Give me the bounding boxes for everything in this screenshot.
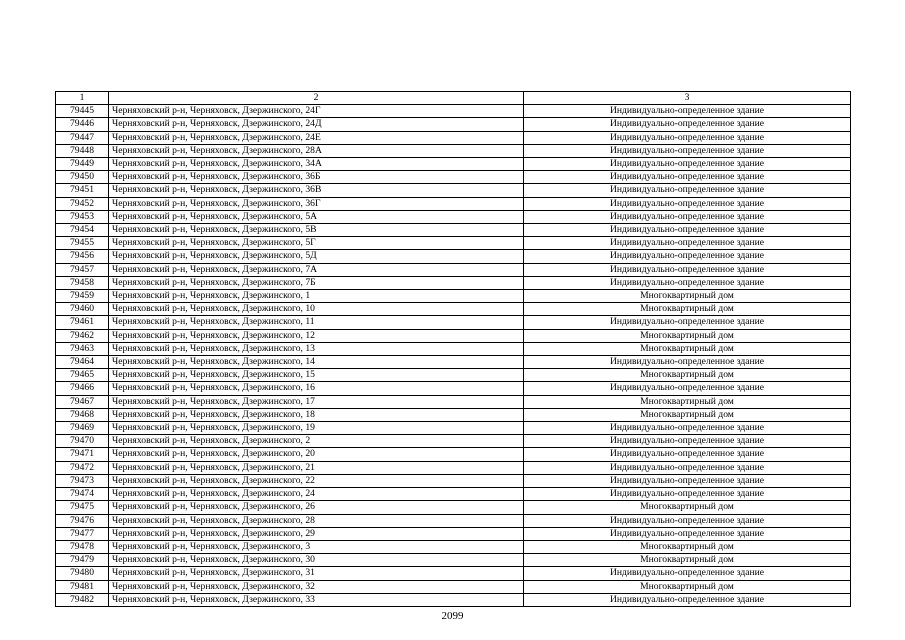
row-type: Индивидуально-определенное здание: [524, 144, 851, 157]
row-address: Черняховский р-н, Черняховск, Дзержинского, 16: [109, 382, 524, 395]
row-address: Черняховский р-н, Черняховск, Дзержинского, 12: [109, 329, 524, 342]
registry-table: [55, 91, 851, 607]
table-row: [56, 382, 851, 395]
table-row: [56, 501, 851, 514]
table-header: [56, 92, 851, 105]
row-type: Многоквартирный дом: [524, 329, 851, 342]
row-id: 79447: [56, 131, 109, 144]
row-address: Черняховский р-н, Черняховск, Дзержинского, 28: [109, 514, 524, 527]
row-address: Черняховский р-н, Черняховск, Дзержинского, 24Д: [109, 118, 524, 131]
table-row: [56, 184, 851, 197]
row-id: 79448: [56, 144, 109, 157]
row-id: 79472: [56, 461, 109, 474]
row-id: 79460: [56, 303, 109, 316]
row-id: 79463: [56, 342, 109, 355]
row-type: Индивидуально-определенное здание: [524, 171, 851, 184]
row-id: 79457: [56, 263, 109, 276]
row-address: Черняховский р-н, Черняховск, Дзержинского, 20: [109, 448, 524, 461]
row-type: Многоквартирный дом: [524, 290, 851, 303]
page-number: 2099: [441, 610, 464, 622]
row-id: 79455: [56, 237, 109, 250]
row-type: Индивидуально-определенное здание: [524, 197, 851, 210]
table-row: [56, 105, 851, 118]
row-type: Индивидуально-определенное здание: [524, 316, 851, 329]
row-address: Черняховский р-н, Черняховск, Дзержинского, 3: [109, 540, 524, 553]
row-address: Черняховский р-н, Черняховск, Дзержинского, 10: [109, 303, 524, 316]
table-row: [56, 118, 851, 131]
row-address: Черняховский р-н, Черняховск, Дзержинского, 36Б: [109, 171, 524, 184]
row-type: Индивидуально-определенное здание: [524, 514, 851, 527]
row-type: Многоквартирный дом: [524, 554, 851, 567]
table-row: [56, 171, 851, 184]
row-id: 79454: [56, 224, 109, 237]
row-id: 79452: [56, 197, 109, 210]
row-id: 79475: [56, 501, 109, 514]
table-row: [56, 514, 851, 527]
row-address: Черняховский р-н, Черняховск, Дзержинского, 24: [109, 488, 524, 501]
row-type: Индивидуально-определенное здание: [524, 263, 851, 276]
table-row: [56, 395, 851, 408]
table-row: [56, 435, 851, 448]
row-id: 79465: [56, 369, 109, 382]
table-row: [56, 488, 851, 501]
row-type: Индивидуально-определенное здание: [524, 210, 851, 223]
header-row: [56, 92, 851, 105]
row-address: Черняховский р-н, Черняховск, Дзержинского, 24Г: [109, 105, 524, 118]
table-row: [56, 290, 851, 303]
row-address: Черняховский р-н, Черняховск, Дзержинского, 22: [109, 474, 524, 487]
row-id: 79445: [56, 105, 109, 118]
row-address: Черняховский р-н, Черняховск, Дзержинского, 34А: [109, 158, 524, 171]
row-type: Многоквартирный дом: [524, 395, 851, 408]
table-row: [56, 580, 851, 593]
row-id: 79461: [56, 316, 109, 329]
row-address: Черняховский р-н, Черняховск, Дзержинского, 18: [109, 408, 524, 421]
row-type: Индивидуально-определенное здание: [524, 461, 851, 474]
row-type: Индивидуально-определенное здание: [524, 448, 851, 461]
row-type: Индивидуально-определенное здание: [524, 435, 851, 448]
table-row: [56, 131, 851, 144]
table-row: [56, 250, 851, 263]
row-address: Черняховский р-н, Черняховск, Дзержинского, 28А: [109, 144, 524, 157]
row-address: Черняховский р-н, Черняховск, Дзержинского, 30: [109, 554, 524, 567]
row-id: 79473: [56, 474, 109, 487]
row-id: 79479: [56, 554, 109, 567]
table-row: [56, 593, 851, 606]
row-address: Черняховский р-н, Черняховск, Дзержинского, 33: [109, 593, 524, 606]
row-id: 79451: [56, 184, 109, 197]
row-type: Индивидуально-определенное здание: [524, 131, 851, 144]
table-row: [56, 237, 851, 250]
row-address: Черняховский р-н, Черняховск, Дзержинского, 7А: [109, 263, 524, 276]
row-id: 79446: [56, 118, 109, 131]
row-type: Индивидуально-определенное здание: [524, 488, 851, 501]
table-row: [56, 408, 851, 421]
row-id: 79450: [56, 171, 109, 184]
row-address: Черняховский р-н, Черняховск, Дзержинского, 14: [109, 356, 524, 369]
row-id: 79480: [56, 567, 109, 580]
row-address: Черняховский р-н, Черняховск, Дзержинского, 5Г: [109, 237, 524, 250]
row-type: Многоквартирный дом: [524, 540, 851, 553]
row-type: Индивидуально-определенное здание: [524, 474, 851, 487]
row-id: 79462: [56, 329, 109, 342]
table-row: [56, 567, 851, 580]
row-type: Индивидуально-определенное здание: [524, 250, 851, 263]
table-row: [56, 474, 851, 487]
table-row: [56, 144, 851, 157]
row-type: Многоквартирный дом: [524, 369, 851, 382]
row-id: 79458: [56, 276, 109, 289]
table-row: [56, 329, 851, 342]
row-address: Черняховский р-н, Черняховск, Дзержинского, 31: [109, 567, 524, 580]
row-address: Черняховский р-н, Черняховск, Дзержинского, 15: [109, 369, 524, 382]
row-type: Многоквартирный дом: [524, 303, 851, 316]
row-type: Индивидуально-определенное здание: [524, 237, 851, 250]
row-address: Черняховский р-н, Черняховск, Дзержинского, 2: [109, 435, 524, 448]
row-id: 79482: [56, 593, 109, 606]
table-row: [56, 540, 851, 553]
row-type: Многоквартирный дом: [524, 501, 851, 514]
table-row: [56, 158, 851, 171]
row-address: Черняховский р-н, Черняховск, Дзержинского, 5В: [109, 224, 524, 237]
row-type: Многоквартирный дом: [524, 342, 851, 355]
row-type: Индивидуально-определенное здание: [524, 118, 851, 131]
row-id: 79453: [56, 210, 109, 223]
table-row: [56, 448, 851, 461]
row-id: 79467: [56, 395, 109, 408]
row-type: Многоквартирный дом: [524, 408, 851, 421]
row-address: Черняховский р-н, Черняховск, Дзержинского, 29: [109, 527, 524, 540]
row-id: 79470: [56, 435, 109, 448]
row-address: Черняховский р-н, Черняховск, Дзержинского, 7Б: [109, 276, 524, 289]
row-address: Черняховский р-н, Черняховск, Дзержинского, 32: [109, 580, 524, 593]
table-row: [56, 276, 851, 289]
table-row: [56, 263, 851, 276]
table-row: [56, 316, 851, 329]
row-id: 79469: [56, 422, 109, 435]
row-type: Индивидуально-определенное здание: [524, 356, 851, 369]
row-address: Черняховский р-н, Черняховск, Дзержинского, 11: [109, 316, 524, 329]
row-type: Индивидуально-определенное здание: [524, 184, 851, 197]
row-id: 79478: [56, 540, 109, 553]
row-id: 79464: [56, 356, 109, 369]
table-row: [56, 342, 851, 355]
row-address: Черняховский р-н, Черняховск, Дзержинского, 5Д: [109, 250, 524, 263]
row-type: Индивидуально-определенное здание: [524, 593, 851, 606]
row-type: Индивидуально-определенное здание: [524, 105, 851, 118]
row-type: Индивидуально-определенное здание: [524, 382, 851, 395]
table-row: [56, 527, 851, 540]
header-col-3: 3: [524, 92, 851, 105]
row-id: 79468: [56, 408, 109, 421]
row-address: Черняховский р-н, Черняховск, Дзержинского, 21: [109, 461, 524, 474]
row-address: Черняховский р-н, Черняховск, Дзержинского, 26: [109, 501, 524, 514]
table-row: [56, 369, 851, 382]
row-type: Индивидуально-определенное здание: [524, 276, 851, 289]
row-address: Черняховский р-н, Черняховск, Дзержинского, 36В: [109, 184, 524, 197]
row-id: 79449: [56, 158, 109, 171]
table-body: [56, 105, 851, 607]
table-row: [56, 224, 851, 237]
row-id: 79459: [56, 290, 109, 303]
header-col-1: 1: [56, 92, 109, 105]
table-row: [56, 356, 851, 369]
table-row: [56, 303, 851, 316]
table-row: [56, 197, 851, 210]
row-id: 79481: [56, 580, 109, 593]
table-row: [56, 422, 851, 435]
row-type: Индивидуально-определенное здание: [524, 527, 851, 540]
row-type: Индивидуально-определенное здание: [524, 158, 851, 171]
row-address: Черняховский р-н, Черняховск, Дзержинского, 36Г: [109, 197, 524, 210]
row-type: Многоквартирный дом: [524, 580, 851, 593]
row-address: Черняховский р-н, Черняховск, Дзержинского, 17: [109, 395, 524, 408]
row-id: 79471: [56, 448, 109, 461]
row-id: 79466: [56, 382, 109, 395]
row-address: Черняховский р-н, Черняховск, Дзержинского, 1: [109, 290, 524, 303]
row-address: Черняховский р-н, Черняховск, Дзержинского, 5А: [109, 210, 524, 223]
table-row: [56, 554, 851, 567]
row-type: Индивидуально-определенное здание: [524, 567, 851, 580]
row-address: Черняховский р-н, Черняховск, Дзержинского, 24Е: [109, 131, 524, 144]
row-id: 79477: [56, 527, 109, 540]
table-row: [56, 461, 851, 474]
row-type: Индивидуально-определенное здание: [524, 224, 851, 237]
row-id: 79474: [56, 488, 109, 501]
row-id: 79476: [56, 514, 109, 527]
row-type: Индивидуально-определенное здание: [524, 422, 851, 435]
row-address: Черняховский р-н, Черняховск, Дзержинского, 19: [109, 422, 524, 435]
table-row: [56, 210, 851, 223]
row-id: 79456: [56, 250, 109, 263]
header-col-2: 2: [109, 92, 524, 105]
row-address: Черняховский р-н, Черняховск, Дзержинского, 13: [109, 342, 524, 355]
